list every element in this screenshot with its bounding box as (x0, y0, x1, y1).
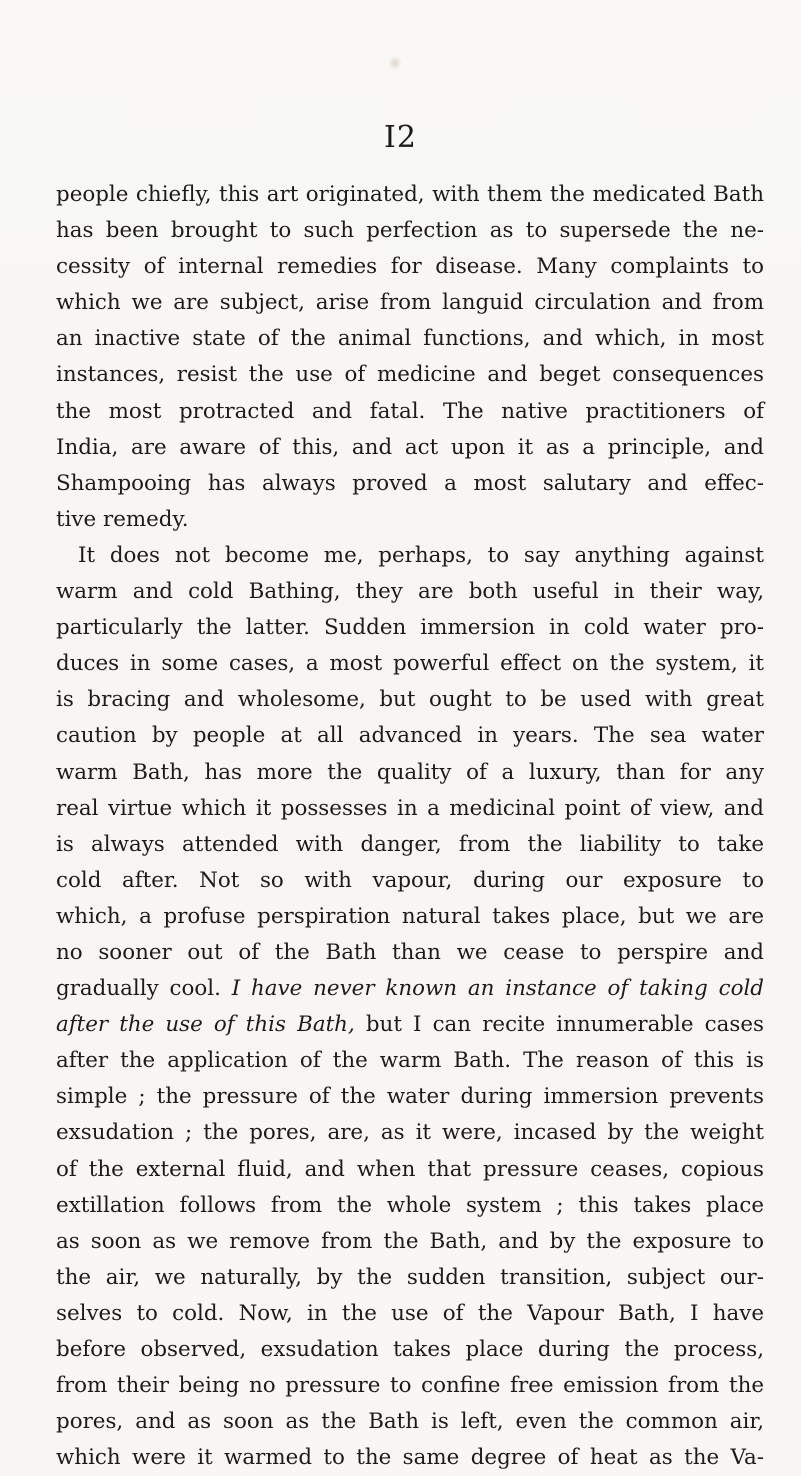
text-segment: before observed, exsudation takes place during the process, (56, 1337, 764, 1362)
text-line (56, 971, 764, 1007)
text-segment: cold after. Not so with vapour, during our exposure to (56, 867, 764, 893)
text-line (56, 899, 764, 935)
text-line (56, 1079, 764, 1115)
text-segment: cessity of internal remedies for disease. Many complaints to (56, 254, 764, 280)
text-segment: Shampooing has always proved a most salutary and effec- (56, 470, 764, 496)
text-segment: after the application of the warm Bath. The reason of this is (56, 1048, 764, 1074)
text-segment: is always attended with danger, from the liability to take (56, 831, 764, 857)
text-segment: selves to cold. Now, in the use of the Vapour Bath, I have (56, 1300, 764, 1326)
text-line (56, 1404, 764, 1440)
text-segment: from their being no pressure to confine free emission from the (56, 1373, 764, 1399)
body-text (56, 177, 764, 1476)
text-line (56, 935, 764, 971)
text-line (56, 1440, 764, 1476)
text-segment: the air, we naturally, by the sudden transition, subject our- (56, 1264, 764, 1290)
text-line (56, 1332, 764, 1368)
text-line (56, 1115, 764, 1151)
text-line (56, 718, 764, 754)
text-segment: is bracing and wholesome, but ought to be used with great (56, 687, 764, 713)
text-line (56, 1296, 764, 1332)
text-line (56, 538, 764, 574)
text-line (56, 321, 764, 357)
text-segment: particularly the latter. Sudden immersion in cold water pro- (56, 615, 764, 641)
text-line (56, 1188, 764, 1224)
text-segment: warm Bath, has more the quality of a luxury, than for any (56, 759, 764, 785)
text-segment: exsudation ; the pores, are, as it were, incased by the weight (56, 1120, 764, 1146)
italic-text: I have never known an instance of taking cold (231, 976, 764, 1002)
text-segment: but I can recite innumerable cases (354, 1012, 764, 1038)
text-line (56, 1368, 764, 1404)
text-segment: pores, and as soon as the Bath is left, even the common air, (56, 1409, 764, 1435)
text-line (56, 863, 764, 899)
text-line (56, 213, 764, 249)
text-segment: extillation follows from the whole system ; this takes place (56, 1192, 764, 1218)
text-segment: no sooner out of the Bath than we cease to perspire and (56, 939, 764, 965)
text-segment: It does not become me, perhaps, to say anything against (78, 542, 764, 568)
text-segment: tive remedy. (56, 506, 189, 532)
text-line (56, 1007, 764, 1043)
text-segment: which, a profuse perspiration natural takes place, but we are (56, 903, 764, 929)
italic-text: after the use of this Bath, (56, 1012, 355, 1038)
text-segment: the most protracted and fatal. The native practitioners of (56, 398, 764, 424)
text-line (56, 502, 764, 538)
text-segment: people chiefly, this art originated, with them the medicated Bath (56, 182, 764, 207)
text-segment: real virtue which it possesses in a medicinal point of view, and (56, 795, 764, 821)
text-segment: simple ; the pressure of the water during immersion prevents (56, 1084, 764, 1110)
text-line (56, 791, 764, 827)
text-segment: as soon as we remove from the Bath, and by the exposure to (56, 1228, 764, 1254)
text-segment: warm and cold Bathing, they are both useful in their way, (56, 579, 764, 605)
page-number: I2 (384, 120, 417, 155)
text-line (56, 682, 764, 718)
text-segment: which we are subject, arise from languid circulation and from (56, 290, 764, 316)
paper-stain (388, 56, 402, 70)
text-segment: instances, resist the use of medicine and beget consequences (56, 362, 764, 388)
text-segment: gradually cool. (56, 976, 232, 1002)
text-line (56, 1043, 764, 1079)
text-line (56, 394, 764, 430)
text-line (56, 249, 764, 285)
text-line (56, 1152, 764, 1188)
text-line (56, 1260, 764, 1296)
text-segment: an inactive state of the animal functions, and which, in most (56, 326, 764, 352)
text-segment: of the external fluid, and when that pressure ceases, copious (56, 1156, 764, 1182)
text-line (56, 574, 764, 610)
text-line (56, 1224, 764, 1260)
text-line (56, 646, 764, 682)
text-segment: has been brought to such perfection as to supersede the ne- (56, 218, 764, 244)
text-line (56, 827, 764, 863)
text-segment: India, are aware of this, and act upon it as a principle, and (56, 434, 764, 460)
text-segment: duces in some cases, a most powerful effect on the system, it (56, 651, 764, 677)
text-segment: caution by people at all advanced in years. The sea water (56, 723, 764, 749)
text-line (56, 430, 764, 466)
text-segment: which were it warmed to the same degree of heat as the Va- (56, 1445, 764, 1471)
text-line (56, 177, 764, 213)
text-line (56, 466, 764, 502)
text-line (56, 755, 764, 791)
text-line (56, 357, 764, 393)
text-line (56, 285, 764, 321)
text-line (56, 610, 764, 646)
